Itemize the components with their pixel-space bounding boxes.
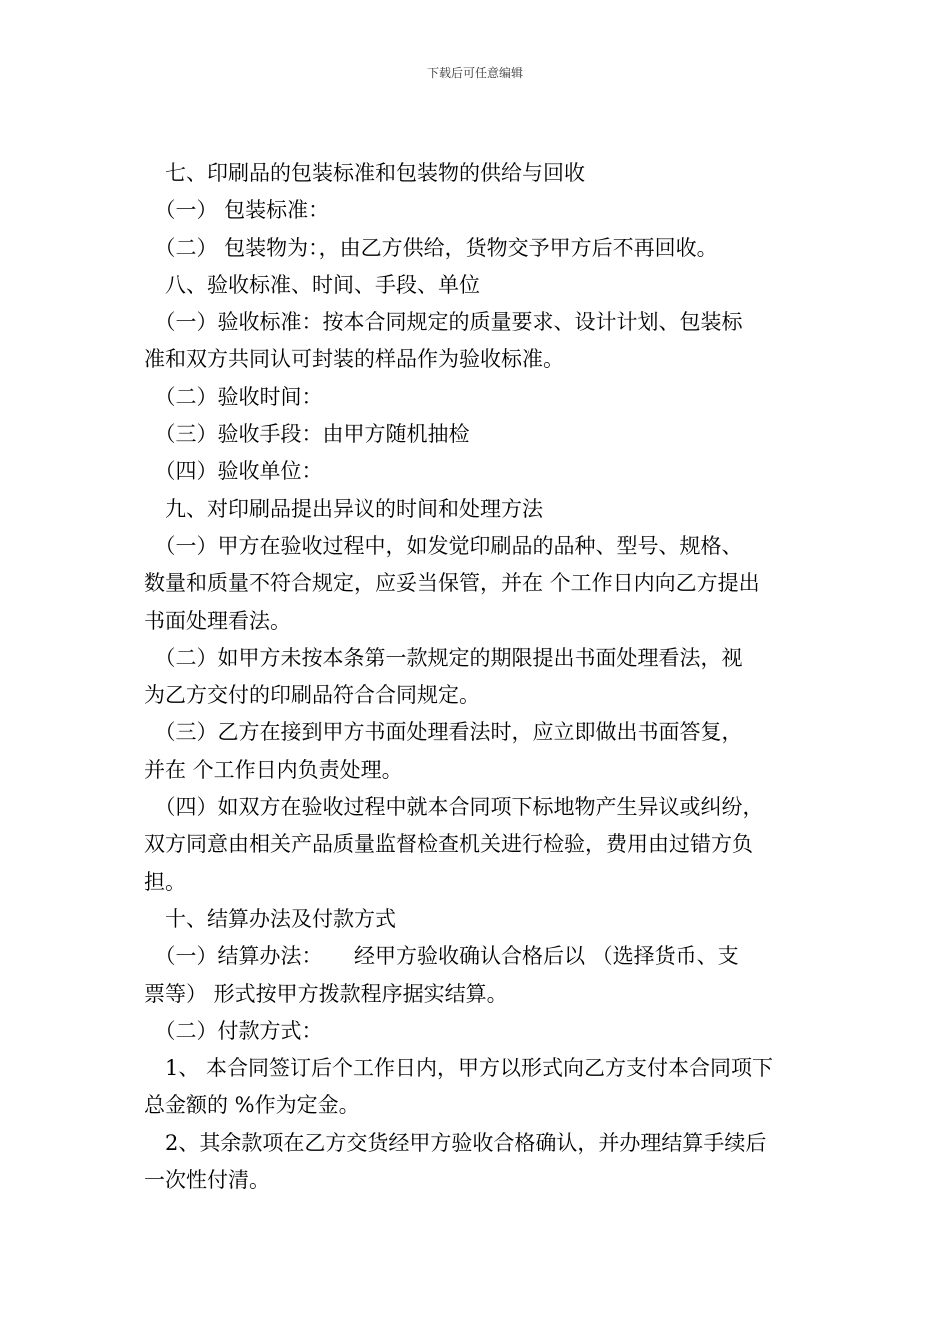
paragraph-line: （一） 包装标准： bbox=[144, 198, 330, 223]
paragraph-line: （四）如双方在验收过程中就本合同项下标地物产生异议或纠纷， bbox=[144, 795, 764, 820]
paragraph-line: 为乙方交付的印刷品符合合同规定。 bbox=[144, 683, 480, 708]
paragraph-line: 一次性付清。 bbox=[144, 1168, 270, 1193]
page-header: 下载后可任意编辑 bbox=[426, 66, 523, 80]
paragraph-line: （二）验收时间： bbox=[144, 384, 323, 409]
section-heading-7: 七、印刷品的包装标准和包装物的供给与回收 bbox=[144, 161, 585, 185]
section-heading-10: 十、结算办法及付款方式 bbox=[144, 906, 396, 931]
paragraph-line: 双方同意由相关产品质量监督检查机关进行检验，费用由过错方负 bbox=[144, 832, 753, 857]
paragraph-line: （四）验收单位： bbox=[144, 459, 323, 484]
paragraph-line: 票等） 形式按甲方拨款程序据实结算。 bbox=[144, 981, 508, 1006]
paragraph-line: 总金额的 %作为定金。 bbox=[144, 1093, 360, 1118]
paragraph-line: （一）结算办法： 经甲方验收确认合格后以 （选择货币、支 bbox=[144, 944, 739, 969]
paragraph-line: （二）如甲方未按本条第一款规定的期限提出书面处理看法，视 bbox=[144, 645, 743, 670]
paragraph-line: 担。 bbox=[144, 869, 186, 894]
paragraph-line: （三）乙方在接到甲方书面处理看法时，应立即做出书面答复， bbox=[144, 720, 743, 745]
section-heading-8: 八、验收标准、时间、手段、单位 bbox=[144, 272, 480, 297]
paragraph-line: 书面处理看法。 bbox=[144, 608, 291, 633]
paragraph-line: （二）付款方式： bbox=[144, 1018, 323, 1043]
paragraph-line: （一）甲方在验收过程中，如发觉印刷品的品种、型号、规格、 bbox=[144, 533, 743, 558]
paragraph-line: 并在 个工作日内负责处理。 bbox=[144, 757, 403, 782]
paragraph-line: 2、其余款项在乙方交货经甲方验收合格确认，并办理结算手续后 bbox=[144, 1130, 767, 1155]
paragraph-line: （一）验收标准：按本合同规定的质量要求、设计计划、包装标 bbox=[144, 310, 743, 335]
section-heading-9: 九、对印刷品提出异议的时间和处理方法 bbox=[144, 496, 543, 521]
document-body bbox=[144, 155, 819, 1199]
paragraph-line: 准和双方共同认可封装的样品作为验收标准。 bbox=[144, 347, 564, 372]
paragraph-line: 1、 本合同签订后个工作日内，甲方以形式向乙方支付本合同项下 bbox=[144, 1056, 774, 1081]
paragraph-line: （二） 包装物为：，由乙方供给，货物交予甲方后不再回收。 bbox=[144, 235, 718, 260]
paragraph-line: （三）验收手段：由甲方随机抽检 bbox=[144, 422, 470, 447]
paragraph-line: 数量和质量不符合规定，应妥当保管，并在 个工作日内向乙方提出 bbox=[144, 571, 760, 596]
